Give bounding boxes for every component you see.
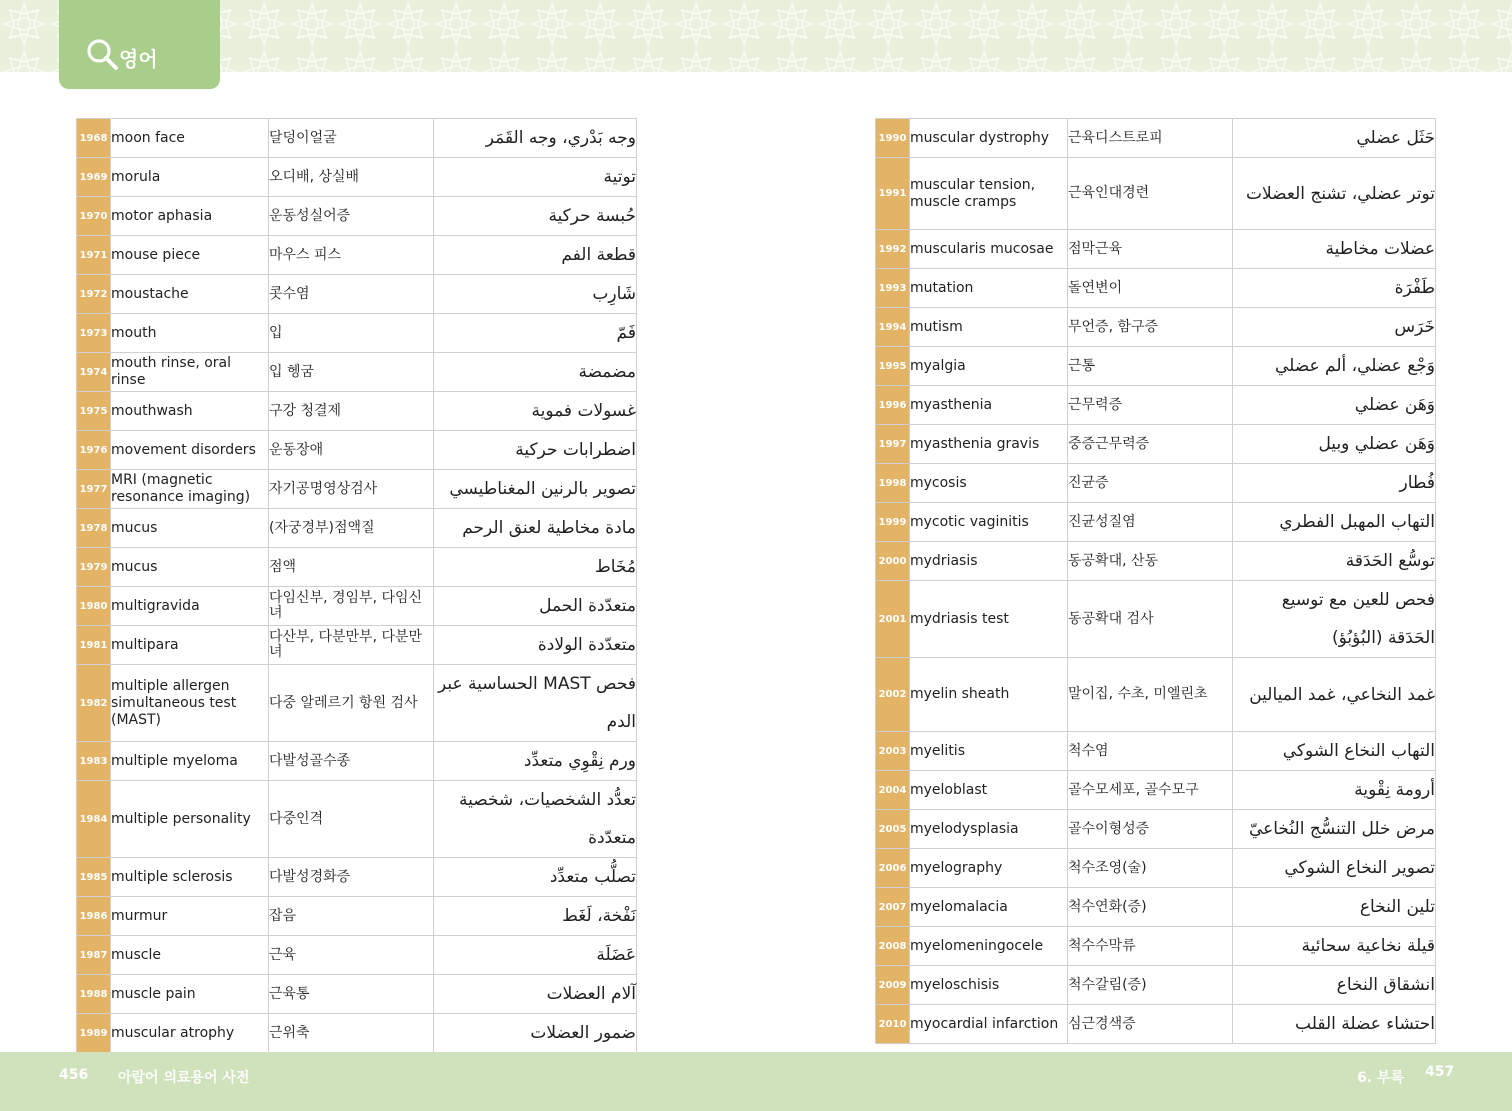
arabic-term: وجه بَدْري، وجه القَمَر [434, 119, 637, 158]
korean-term: 오디배, 상실배 [269, 158, 434, 197]
arabic-term: متعدّدة الحمل [434, 587, 637, 626]
table-row [876, 308, 1436, 347]
entry-number: 2004 [876, 771, 910, 810]
arabic-term: توتر عضلي، تشنج العضلات [1233, 158, 1436, 230]
table-row [876, 542, 1436, 581]
english-term: myalgia [910, 347, 1068, 386]
entry-number: 1988 [77, 975, 111, 1014]
english-term: mouth [111, 314, 269, 353]
table-row [77, 353, 637, 392]
korean-term: 근육통 [269, 975, 434, 1014]
entry-number: 1976 [77, 431, 111, 470]
korean-term: 잡음 [269, 897, 434, 936]
book-title: 아랍어 의료용어 사전 [118, 1070, 250, 1086]
korean-term: 운동성실어증 [269, 197, 434, 236]
table-row [77, 431, 637, 470]
english-term: muscle pain [111, 975, 269, 1014]
table-row [77, 509, 637, 548]
english-term: multipara [111, 626, 269, 665]
korean-term: 심근경색증 [1068, 1005, 1233, 1044]
english-term: mydriasis test [910, 581, 1068, 658]
arabic-term: عضلات مخاطية [1233, 230, 1436, 269]
english-term: muscularis mucosae [910, 230, 1068, 269]
korean-term: 근위축 [269, 1014, 434, 1053]
right-dictionary-table [875, 118, 1436, 1044]
arabic-term: شَارِب [434, 275, 637, 314]
search-icon [85, 37, 119, 71]
entry-number: 1996 [876, 386, 910, 425]
entry-number: 2001 [876, 581, 910, 658]
english-term: mycosis [910, 464, 1068, 503]
entry-number: 2010 [876, 1005, 910, 1044]
entry-number: 1993 [876, 269, 910, 308]
english-term: mucus [111, 509, 269, 548]
geometric-pattern [0, 0, 1512, 72]
korean-term: 골수모세포, 골수모구 [1068, 771, 1233, 810]
entry-number: 1994 [876, 308, 910, 347]
english-term: mutism [910, 308, 1068, 347]
korean-term: 입 헹굼 [269, 353, 434, 392]
arabic-term: التهاب النخاع الشوكي [1233, 732, 1436, 771]
section-name: 6. 부록 [1357, 1070, 1404, 1086]
arabic-term: توتية [434, 158, 637, 197]
arabic-term: قطعة الفم [434, 236, 637, 275]
arabic-term: وَهَن عضلي وبيل [1233, 425, 1436, 464]
entry-number: 1983 [77, 742, 111, 781]
english-term: muscular tension, muscle cramps [910, 158, 1068, 230]
entry-number: 1972 [77, 275, 111, 314]
table-row [876, 732, 1436, 771]
arabic-term: مادة مخاطية لعنق الرحم [434, 509, 637, 548]
english-term: motor aphasia [111, 197, 269, 236]
table-row [77, 314, 637, 353]
korean-term: 다발성골수종 [269, 742, 434, 781]
decorative-pattern-band [0, 0, 1512, 72]
left-dictionary-table [76, 118, 637, 1053]
arabic-term: غمد النخاعي، غمد الميالين [1233, 658, 1436, 732]
entry-number: 1973 [77, 314, 111, 353]
english-term: myasthenia [910, 386, 1068, 425]
table-row [876, 888, 1436, 927]
english-term: myelography [910, 849, 1068, 888]
entry-number: 1997 [876, 425, 910, 464]
entry-number: 1968 [77, 119, 111, 158]
arabic-term: وَجْع عضلي، ألم عضلي [1233, 347, 1436, 386]
entry-number: 1969 [77, 158, 111, 197]
korean-term: 진균성질염 [1068, 503, 1233, 542]
english-term: myeloblast [910, 771, 1068, 810]
arabic-term: مُخَاط [434, 548, 637, 587]
table-row [876, 269, 1436, 308]
korean-term: 척수염 [1068, 732, 1233, 771]
table-row [77, 858, 637, 897]
korean-term: 골수이형성증 [1068, 810, 1233, 849]
entry-number: 1990 [876, 119, 910, 158]
korean-term: 근통 [1068, 347, 1233, 386]
korean-term: 무언증, 함구증 [1068, 308, 1233, 347]
section-label: 영어 [119, 47, 158, 71]
korean-term: 다임신부, 경임부, 다임신녀 [269, 587, 434, 626]
english-term: mycotic vaginitis [910, 503, 1068, 542]
korean-term: 콧수염 [269, 275, 434, 314]
arabic-term: حَثَل عضلي [1233, 119, 1436, 158]
entry-number: 1975 [77, 392, 111, 431]
korean-term: 입 [269, 314, 434, 353]
entry-number: 1992 [876, 230, 910, 269]
english-term: multiple sclerosis [111, 858, 269, 897]
table-row [876, 849, 1436, 888]
table-row [876, 658, 1436, 732]
entry-number: 1991 [876, 158, 910, 230]
arabic-term: تصوير بالرنين المغناطيسي [434, 470, 637, 509]
table-row [876, 119, 1436, 158]
arabic-term: فحص للعين مع توسيع الحَدَقة (البُؤبُؤ) [1233, 581, 1436, 658]
entry-number: 1999 [876, 503, 910, 542]
table-row [876, 464, 1436, 503]
english-term: mouth rinse, oral rinse [111, 353, 269, 392]
arabic-term: التهاب المهبل الفطري [1233, 503, 1436, 542]
table-row [876, 503, 1436, 542]
korean-term: 근육인대경련 [1068, 158, 1233, 230]
entry-number: 1981 [77, 626, 111, 665]
arabic-term: تلين النخاع [1233, 888, 1436, 927]
table-row [876, 230, 1436, 269]
korean-term: 동공확대, 산동 [1068, 542, 1233, 581]
arabic-term: تعدُّد الشخصيات، شخصية متعدّدة [434, 781, 637, 858]
arabic-term: انشقاق النخاع [1233, 966, 1436, 1005]
korean-term: 근육 [269, 936, 434, 975]
korean-term: 척수연화(증) [1068, 888, 1233, 927]
arabic-term: آلام العضلات [434, 975, 637, 1014]
entry-number: 2002 [876, 658, 910, 732]
english-term: murmur [111, 897, 269, 936]
english-term: myasthenia gravis [910, 425, 1068, 464]
page-footer [0, 1052, 1512, 1111]
korean-term: 달덩이얼굴 [269, 119, 434, 158]
english-term: muscle [111, 936, 269, 975]
entry-number: 1987 [77, 936, 111, 975]
table-row [876, 966, 1436, 1005]
arabic-term: قيلة نخاعية سحائية [1233, 927, 1436, 966]
korean-term: 중증근무력증 [1068, 425, 1233, 464]
korean-term: 다산부, 다분만부, 다분만녀 [269, 626, 434, 665]
arabic-term: أرومة نِقْوية [1233, 771, 1436, 810]
arabic-term: حُبسة حركية [434, 197, 637, 236]
table-row [77, 626, 637, 665]
entry-number: 1974 [77, 353, 111, 392]
entry-number: 2007 [876, 888, 910, 927]
table-row [77, 158, 637, 197]
korean-term: 자기공명영상검사 [269, 470, 434, 509]
arabic-term: اضطرابات حركية [434, 431, 637, 470]
arabic-term: توسُّع الحَدَقة [1233, 542, 1436, 581]
english-term: mouse piece [111, 236, 269, 275]
english-term: multiple personality [111, 781, 269, 858]
arabic-term: عَضَلَة [434, 936, 637, 975]
entry-number: 1980 [77, 587, 111, 626]
table-row [77, 781, 637, 858]
arabic-term: متعدّدة الولادة [434, 626, 637, 665]
arabic-term: نَفْخة، لَغَط [434, 897, 637, 936]
table-row [77, 1014, 637, 1053]
entry-number: 1982 [77, 665, 111, 742]
korean-term: 근무력증 [1068, 386, 1233, 425]
entry-number: 1998 [876, 464, 910, 503]
english-term: moustache [111, 275, 269, 314]
table-row [77, 470, 637, 509]
arabic-term: طَفْرَة [1233, 269, 1436, 308]
korean-term: 말이집, 수초, 미엘린초 [1068, 658, 1233, 732]
english-term: myelomalacia [910, 888, 1068, 927]
english-term: multiple allergen simultaneous test (MAST) [111, 665, 269, 742]
entry-number: 1995 [876, 347, 910, 386]
english-term: movement disorders [111, 431, 269, 470]
english-term: mydriasis [910, 542, 1068, 581]
korean-term: 동공확대 검사 [1068, 581, 1233, 658]
table-row [77, 548, 637, 587]
table-row [876, 425, 1436, 464]
arabic-term: مرض خلل التنسُّج النُخاعيّ [1233, 810, 1436, 849]
korean-term: (자궁경부)점액질 [269, 509, 434, 548]
table-row [77, 975, 637, 1014]
section-tab [59, 0, 220, 89]
entry-number: 1986 [77, 897, 111, 936]
english-term: morula [111, 158, 269, 197]
english-term: muscular atrophy [111, 1014, 269, 1053]
table-row [77, 665, 637, 742]
table-row [876, 347, 1436, 386]
table-row [77, 742, 637, 781]
entry-number: 2008 [876, 927, 910, 966]
table-row [876, 771, 1436, 810]
table-row [876, 386, 1436, 425]
arabic-term: فُطار [1233, 464, 1436, 503]
korean-term: 척수수막류 [1068, 927, 1233, 966]
table-row [876, 927, 1436, 966]
english-term: myelomeningocele [910, 927, 1068, 966]
table-row [77, 197, 637, 236]
table-row [77, 392, 637, 431]
english-term: myeloschisis [910, 966, 1068, 1005]
english-term: multigravida [111, 587, 269, 626]
korean-term: 척수조영(술) [1068, 849, 1233, 888]
entry-number: 2003 [876, 732, 910, 771]
entry-number: 2009 [876, 966, 910, 1005]
korean-term: 구강 청결제 [269, 392, 434, 431]
table-row [77, 936, 637, 975]
left-page-number: 456 [59, 1067, 89, 1083]
entry-number: 1977 [77, 470, 111, 509]
korean-term: 다발성경화증 [269, 858, 434, 897]
arabic-term: غسولات فموية [434, 392, 637, 431]
korean-term: 점막근육 [1068, 230, 1233, 269]
arabic-term: ضمور العضلات [434, 1014, 637, 1053]
english-term: muscular dystrophy [910, 119, 1068, 158]
arabic-term: خَرَس [1233, 308, 1436, 347]
table-row [77, 275, 637, 314]
arabic-term: تصلُّب متعدِّد [434, 858, 637, 897]
entry-number: 2000 [876, 542, 910, 581]
korean-term: 점액 [269, 548, 434, 587]
english-term: moon face [111, 119, 269, 158]
english-term: myocardial infarction [910, 1005, 1068, 1044]
table-row [77, 119, 637, 158]
english-term: mouthwash [111, 392, 269, 431]
table-row [77, 897, 637, 936]
table-row [876, 158, 1436, 230]
entry-number: 1970 [77, 197, 111, 236]
korean-term: 돌연변이 [1068, 269, 1233, 308]
entry-number: 1971 [77, 236, 111, 275]
korean-term: 다중 알레르기 항원 검사 [269, 665, 434, 742]
arabic-term: تصوير النخاع الشوكي [1233, 849, 1436, 888]
arabic-term: مضمضة [434, 353, 637, 392]
entry-number: 1984 [77, 781, 111, 858]
entry-number: 2005 [876, 810, 910, 849]
table-row [876, 810, 1436, 849]
korean-term: 진균증 [1068, 464, 1233, 503]
entry-number: 1978 [77, 509, 111, 548]
table-row [77, 587, 637, 626]
entry-number: 1985 [77, 858, 111, 897]
korean-term: 척수갈림(증) [1068, 966, 1233, 1005]
korean-term: 마우스 피스 [269, 236, 434, 275]
english-term: mutation [910, 269, 1068, 308]
right-page-number: 457 [1425, 1064, 1455, 1080]
english-term: myelodysplasia [910, 810, 1068, 849]
arabic-term: ورم نِقْوِي متعدِّد [434, 742, 637, 781]
english-term: mucus [111, 548, 269, 587]
entry-number: 2006 [876, 849, 910, 888]
table-row [876, 581, 1436, 658]
korean-term: 다중인격 [269, 781, 434, 858]
korean-term: 근육디스트로피 [1068, 119, 1233, 158]
table-row [876, 1005, 1436, 1044]
entry-number: 1979 [77, 548, 111, 587]
arabic-term: فحص MAST الحساسية عبر الدم [434, 665, 637, 742]
korean-term: 운동장애 [269, 431, 434, 470]
arabic-term: احتشاء عضلة القلب [1233, 1005, 1436, 1044]
arabic-term: فَمّ [434, 314, 637, 353]
arabic-term: وَهَن عضلي [1233, 386, 1436, 425]
english-term: myelin sheath [910, 658, 1068, 732]
english-term: MRI (magnetic resonance imaging) [111, 470, 269, 509]
table-row [77, 236, 637, 275]
entry-number: 1989 [77, 1014, 111, 1053]
english-term: myelitis [910, 732, 1068, 771]
english-term: multiple myeloma [111, 742, 269, 781]
